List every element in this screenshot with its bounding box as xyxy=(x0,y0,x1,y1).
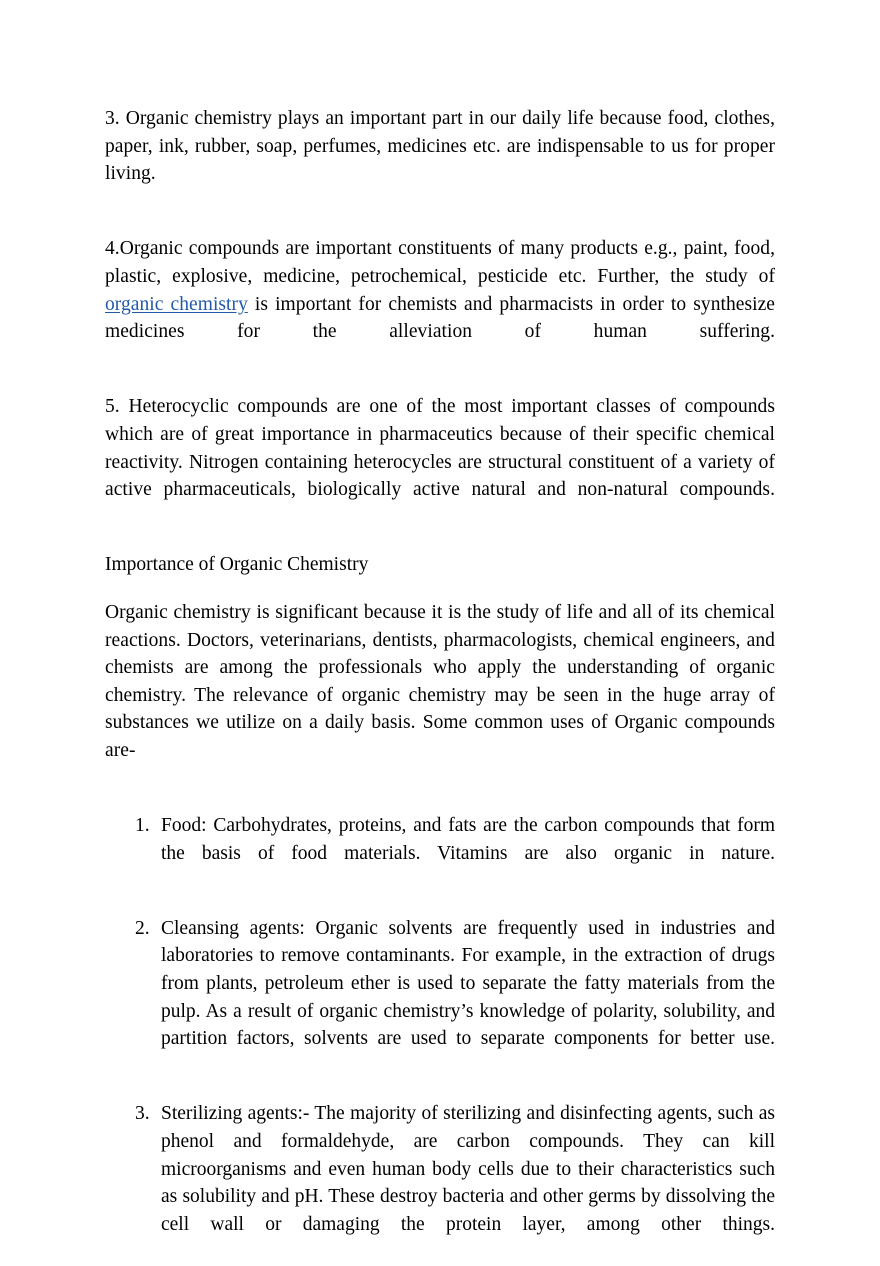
paragraph-item-3: 3. Organic chemistry plays an important part in our daily life because food, clothes, paper, ink, rubber, soap, perfumes, medicines etc. are indispensable to us for proper living. xyxy=(105,108,775,185)
list-item xyxy=(105,915,775,1081)
organic-chemistry-link[interactable]: organic chemistry xyxy=(105,293,248,315)
list-item xyxy=(105,1100,775,1266)
organic-compound-uses-list xyxy=(105,812,775,1266)
list-item-marker: 3. xyxy=(135,1103,150,1125)
list-item-marker: 2. xyxy=(135,917,150,939)
section-heading-importance-of-organic-chemistry: Importance of Organic Chemistry xyxy=(105,554,369,576)
list-item-text: Cleansing agents: Organic solvents are frequently used in industries and laboratories to remove contaminants. For example, in the extraction of drugs from plants, petroleum ether is used to separate the fatty materials from the pulp. As a result of organic chemistry’s knowledge of polarity, solubility, and partition factors, solvents are used to separate components for better use. xyxy=(161,917,775,1050)
list-item-text: Sterilizing agents:- The majority of sterilizing and disinfecting agents, such as phenol and formaldehyde, are carbon compounds. They can kill microorganisms and even human body cells due to their characteristics such as solubility and pH. These destroy bacteria and other germs by dissolving the cell wall or damaging the protein layer, among other things. xyxy=(161,1103,775,1235)
document-text-column xyxy=(105,105,775,1266)
paragraph-intro-importance: Organic chemistry is significant because it is the study of life and all of its chemical reactions. Doctors, veterinarians, dentists, pharmacologists, chemical engineers, and chemists are among the professionals who apply the understanding of organic chemistry. The relevance of organic chemistry may be seen in the huge array of substances we utilize on a daily basis. Some common uses of Organic compounds are- xyxy=(105,601,775,761)
list-item-marker: 1. xyxy=(135,815,150,837)
paragraph-item-4 xyxy=(105,235,775,373)
paragraph-item-5: 5. Heterocyclic compounds are one of the most important classes of compounds which are of great importance in pharmaceutics because of their specific chemical reactivity. Nitrogen containing heterocycles are structural constituent of a variety of active pharmaceuticals, biologically active natural and non-natural compounds. xyxy=(105,396,775,501)
paragraph-item-4-text-after-link: is important for chemists and pharmacists in order to synthesize medicines for the alleviation of human suffering. xyxy=(105,293,775,343)
list-item-text: Food: Carbohydrates, proteins, and fats are the carbon compounds that form the basis of food materials. Vitamins are also organic in nature. xyxy=(161,815,775,864)
list-item xyxy=(105,812,775,895)
paragraph-item-4-text-before-link: 4.Organic compounds are important constituents of many products e.g., paint, food, plastic, explosive, medicine, petrochemical, pesticide etc. Further, the study of xyxy=(105,238,775,287)
